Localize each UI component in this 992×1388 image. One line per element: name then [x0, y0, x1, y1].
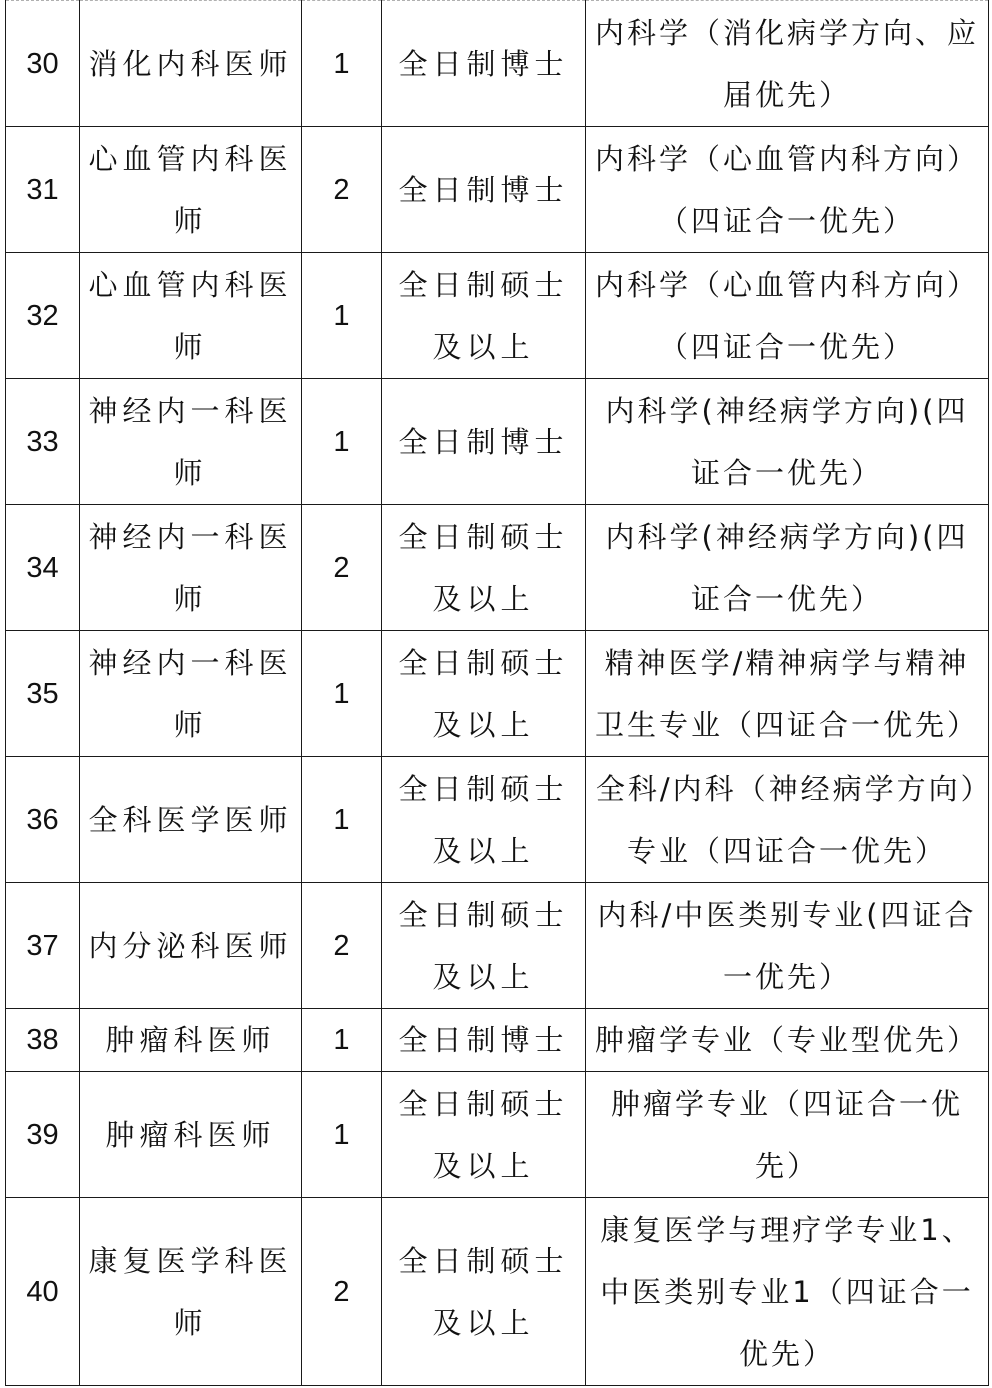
headcount-cell: 1: [302, 757, 382, 883]
row-number: 36: [6, 757, 80, 883]
row-number: 38: [6, 1009, 80, 1072]
table-row: [6, 253, 989, 379]
headcount-cell: 1: [302, 379, 382, 505]
position-cell: 内分泌科医师: [80, 883, 302, 1009]
table-row: [6, 883, 989, 1009]
major-requirement-cell: 内科学（心血管内科方向）（四证合一优先）: [586, 253, 989, 379]
table-body: [6, 1, 989, 1386]
row-number: 31: [6, 127, 80, 253]
row-number: 40: [6, 1198, 80, 1386]
headcount-cell: 2: [302, 505, 382, 631]
table-row: [6, 757, 989, 883]
education-cell: 全日制硕士及以上: [382, 253, 586, 379]
row-number: 32: [6, 253, 80, 379]
row-number: 34: [6, 505, 80, 631]
major-requirement-cell: 精神医学/精神病学与精神卫生专业（四证合一优先）: [586, 631, 989, 757]
education-cell: 全日制硕士及以上: [382, 883, 586, 1009]
table-row: [6, 127, 989, 253]
position-cell: 心血管内科医师: [80, 127, 302, 253]
position-cell: 神经内一科医师: [80, 379, 302, 505]
headcount-cell: 1: [302, 1, 382, 127]
education-cell: 全日制博士: [382, 1009, 586, 1072]
row-number: 37: [6, 883, 80, 1009]
row-number: 35: [6, 631, 80, 757]
position-cell: 心血管内科医师: [80, 253, 302, 379]
major-requirement-cell: 全科/内科（神经病学方向）专业（四证合一优先）: [586, 757, 989, 883]
headcount-cell: 1: [302, 253, 382, 379]
major-requirement-cell: 内科学（心血管内科方向）（四证合一优先）: [586, 127, 989, 253]
major-requirement-cell: 内科学(神经病学方向)(四证合一优先）: [586, 505, 989, 631]
major-requirement-cell: 肿瘤学专业（专业型优先）: [586, 1009, 989, 1072]
education-cell: 全日制硕士及以上: [382, 757, 586, 883]
education-cell: 全日制博士: [382, 127, 586, 253]
headcount-cell: 2: [302, 883, 382, 1009]
row-number: 39: [6, 1072, 80, 1198]
table-row: [6, 1009, 989, 1072]
headcount-cell: 2: [302, 127, 382, 253]
headcount-cell: 1: [302, 1072, 382, 1198]
position-cell: 神经内一科医师: [80, 505, 302, 631]
major-requirement-cell: 内科学(神经病学方向)(四证合一优先）: [586, 379, 989, 505]
recruitment-table: [5, 0, 989, 1386]
row-number: 33: [6, 379, 80, 505]
position-cell: 消化内科医师: [80, 1, 302, 127]
headcount-cell: 2: [302, 1198, 382, 1386]
education-cell: 全日制博士: [382, 379, 586, 505]
education-cell: 全日制硕士及以上: [382, 1072, 586, 1198]
table-row: [6, 505, 989, 631]
position-cell: 神经内一科医师: [80, 631, 302, 757]
headcount-cell: 1: [302, 1009, 382, 1072]
education-cell: 全日制硕士及以上: [382, 1198, 586, 1386]
position-cell: 康复医学科医师: [80, 1198, 302, 1386]
position-cell: 全科医学医师: [80, 757, 302, 883]
education-cell: 全日制硕士及以上: [382, 631, 586, 757]
table-row: [6, 1072, 989, 1198]
position-cell: 肿瘤科医师: [80, 1009, 302, 1072]
table-row: [6, 1198, 989, 1386]
major-requirement-cell: 康复医学与理疗学专业1、中医类别专业1（四证合一优先）: [586, 1198, 989, 1386]
position-cell: 肿瘤科医师: [80, 1072, 302, 1198]
table-row: [6, 379, 989, 505]
table-row: [6, 631, 989, 757]
headcount-cell: 1: [302, 631, 382, 757]
major-requirement-cell: 肿瘤学专业（四证合一优先）: [586, 1072, 989, 1198]
major-requirement-cell: 内科学（消化病学方向、应届优先）: [586, 1, 989, 127]
table-row: [6, 1, 989, 127]
education-cell: 全日制博士: [382, 1, 586, 127]
education-cell: 全日制硕士及以上: [382, 505, 586, 631]
major-requirement-cell: 内科/中医类别专业(四证合一优先）: [586, 883, 989, 1009]
row-number: 30: [6, 1, 80, 127]
